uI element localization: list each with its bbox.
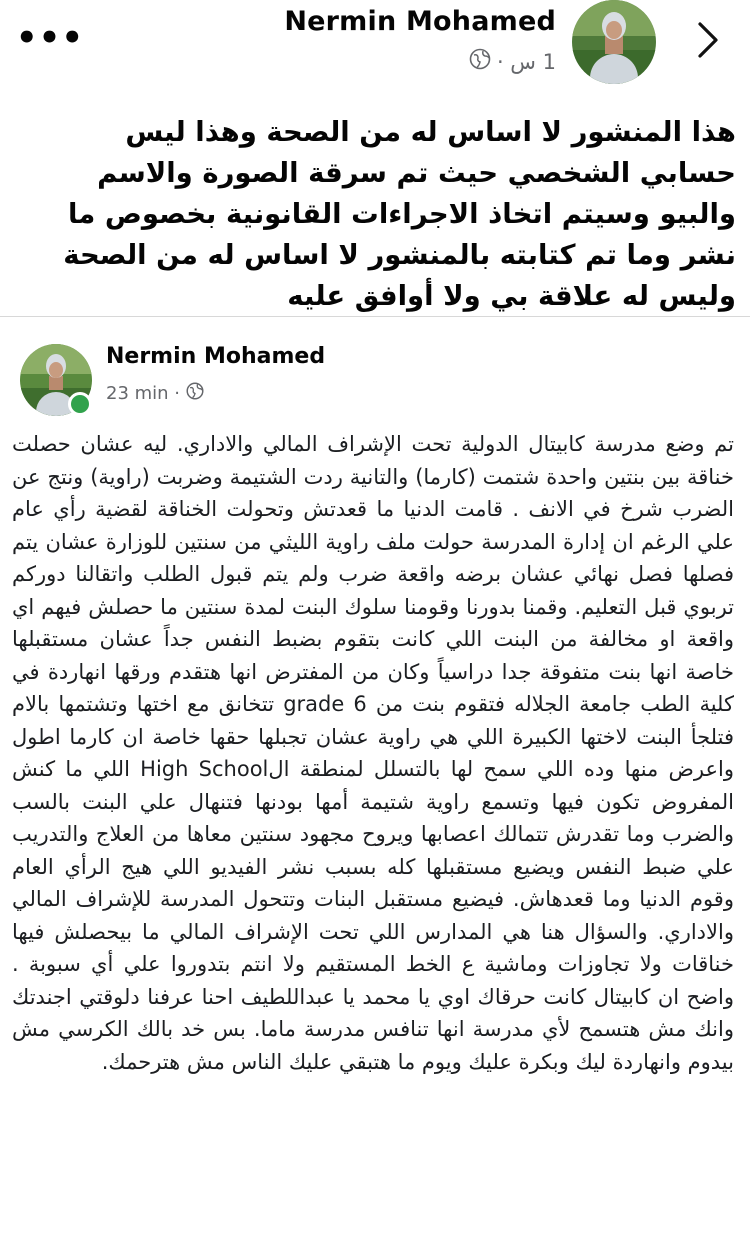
shared-post-time[interactable]: 23 min · <box>106 383 181 404</box>
globe-icon <box>469 48 491 75</box>
shared-post-meta <box>106 382 204 405</box>
online-status-icon <box>68 392 92 416</box>
post-text: هذا المنشور لا اساس له من الصحة وهذا ليس حسابي الشخصي حيث تم سرقة الصورة والاسم والبيو وسيتم اتخاذ الاجراءات القانونية بخصوص ما نشر وما تم كتابته بالمنشور لا اساس له من الصحة وليس له علاقة بي ولا أوافق عليه <box>63 116 736 312</box>
more-options-icon[interactable]: ••• <box>15 18 85 58</box>
shared-post-text: تم وضع مدرسة كابيتال الدولية تحت الإشراف المالي والاداري. ليه عشان حصلت خناقة بين بنتين واحدة شتمت (كارما) والتانية ردت الشتيمة وضربت (راوية) ونتج عن الضرب شرخ في الانف . قامت الدنيا ما قعدتش وتحولت الخناقة لقضية رأي عام علي الرغم ان إدارة المدرسة حولت ملف راوية الليثي من سنتين للوزارة عشان يتم فصلها فصل نهائي عشان برضه واقعة ضرب ولم يتم قبول الطلب واتقالنا دوركم تربوي قبل التعليم. وقمنا بدورنا وقومنا سلوك البنت لمدة سنتين ما حصلش فيهم اي واقعة او مخالفة من البنت اللي كانت بتقوم بضبط النفس جداً عشان مستقبلها خاصة انها بنت متفوقة جدا دراسياً وكان من المفترض انها هتقدم ورقها انهاردة في كلية الطب جامعة الجلاله فتقوم بنت من grade 6 تتخانق مع اختها وتشتمها بالام فتلجأ البنت لاختها الكبيرة اللي هي راوية عشان تجبلها حقها خاصة ان كارما اطول واعرض منها وده اللي سمح لها بالتسلل لمنطقة الHigh School اللي ما كنش المفروض تكون فيها وتسمع راوية شتيمة أمها بودنها فتنهال علي البنت بالسب والضرب وما تقدرش تتمالك اعصابها ويروح مجهود سنتين معاها من العلاج والتدريب علي ضبط النفس ويضيع مستقبلها كله بسبب نشر الفيديو اللي هيج الرأي العام وقوم الدنيا وما قعدهاش. فيضيع مستقبل البنات وتتحول المدرسة للإشراف المالي والاداري. والسؤال هنا هي المدارس اللي تحت الإشراف المالي ما بيحصلش فيها خناقات ولا تجاوزات وماشية ع الخط المستقيم ولا انتم بتدوروا علي أي سبوبة . واضح ان كابيتال كانت حرقاك اوي يا محمد يا عبداللطيف احنا عرفنا دلوقتي اجندتك وانك مش هتسمح لأي مدرسة انها تنافس مدرسة ماما. بس خد بالك الكرسي مش بيدوم وانهاردة ليك وبكرة عليك ويوم ما هتبقي عليك الناس مش هترحمك. <box>12 432 735 1074</box>
author-name[interactable]: Nermin Mohamed <box>284 6 556 37</box>
shared-post-author[interactable]: Nermin Mohamed <box>106 344 326 369</box>
shared-post <box>0 318 750 1252</box>
divider <box>0 316 750 317</box>
avatar[interactable] <box>572 0 656 84</box>
post-time[interactable]: 1 س · <box>496 49 556 74</box>
chevron-right-icon[interactable] <box>688 18 728 62</box>
post-meta <box>469 48 556 75</box>
post-header <box>0 0 750 95</box>
globe-icon <box>186 382 204 405</box>
